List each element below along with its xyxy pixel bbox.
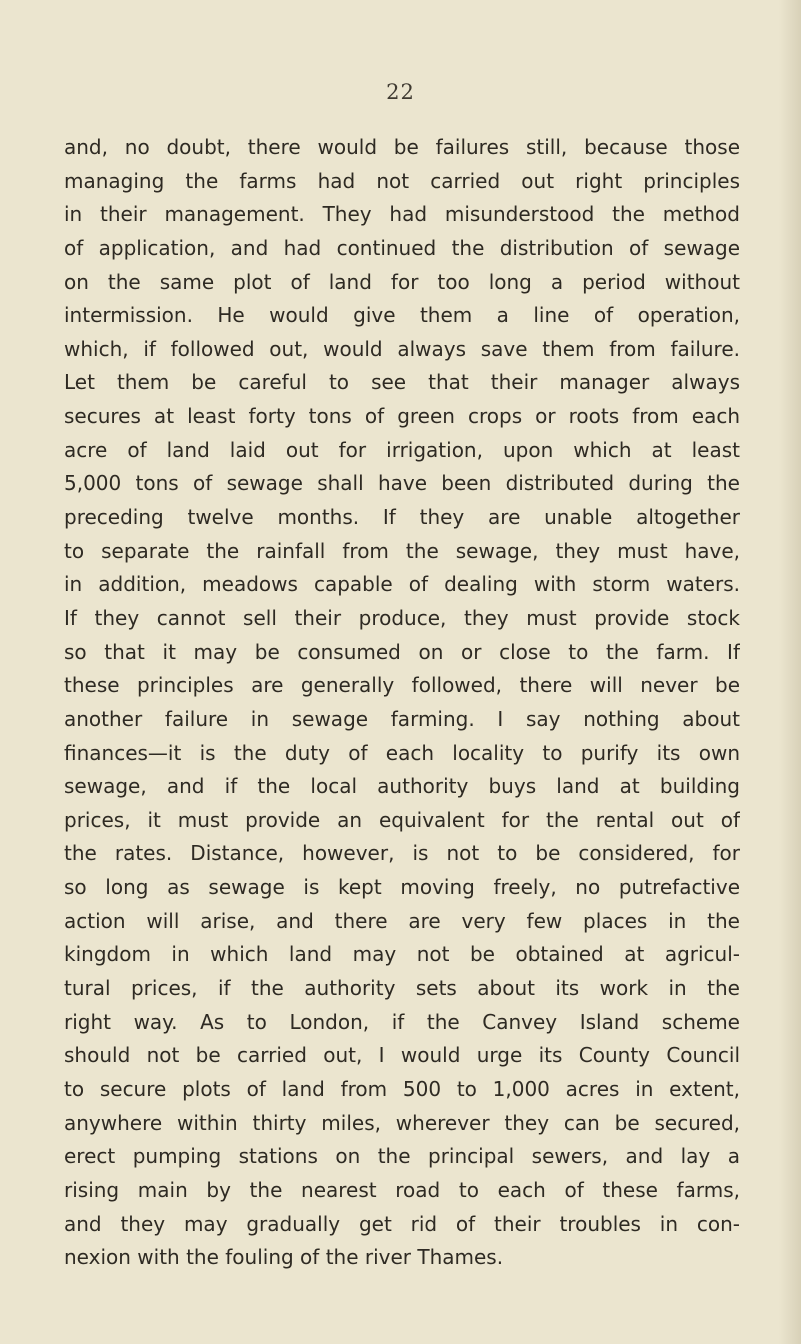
- text-line: to secure plots of land from 500 to 1,000 acres in extent,: [64, 1076, 740, 1101]
- text-line: in their management. They had misunderstood the method: [64, 202, 740, 227]
- text-line: tural prices, if the authority sets about its work in the: [64, 976, 740, 1001]
- page-number: 22: [386, 80, 415, 104]
- text-line: of application, and had continued the distribution of sewage: [64, 235, 740, 260]
- page-edge-shadow: [779, 0, 801, 1344]
- text-line: kingdom in which land may not be obtained at agricul-: [64, 942, 740, 967]
- text-line: the rates. Distance, however, is not to be considered, for: [64, 841, 740, 866]
- text-line: on the same plot of land for too long a period without: [64, 269, 740, 294]
- body-paragraph: [64, 131, 740, 1275]
- text-line-last: nexion with the fouling of the river Thames.: [64, 1245, 504, 1270]
- text-line: which, if followed out, would always save them from failure.: [64, 336, 740, 361]
- text-line: intermission. He would give them a line of operation,: [64, 303, 740, 328]
- text-line: Let them be careful to see that their manager always: [64, 370, 740, 395]
- text-line: so long as sewage is kept moving freely, no putrefactive: [64, 875, 740, 900]
- text-line: preceding twelve months. If they are unable altogether: [64, 505, 740, 530]
- text-line: action will arise, and there are very few places in the: [64, 908, 740, 933]
- text-line: rising main by the nearest road to each of these farms,: [64, 1177, 740, 1202]
- text-line: anywhere within thirty miles, wherever they can be secured,: [64, 1110, 740, 1135]
- text-line: another failure in sewage farming. I say nothing about: [64, 706, 740, 731]
- text-line: should not be carried out, I would urge its County Council: [64, 1043, 740, 1068]
- text-line: finances—it is the duty of each locality to purify its own: [64, 740, 740, 765]
- text-line: to separate the rainfall from the sewage, they must have,: [64, 538, 740, 563]
- text-line: prices, it must provide an equivalent for the rental out of: [64, 807, 740, 832]
- text-line: and, no doubt, there would be failures still, because those: [64, 135, 740, 159]
- text-line: so that it may be consumed on or close to the farm. If: [64, 639, 740, 664]
- text-line: right way. As to London, if the Canvey Island scheme: [64, 1009, 740, 1034]
- text-line: 5,000 tons of sewage shall have been distributed during the: [64, 471, 740, 496]
- text-line: If they cannot sell their produce, they must provide stock: [64, 605, 740, 630]
- text-line: and they may gradually get rid of their troubles in con-: [64, 1211, 740, 1236]
- text-line: secures at least forty tons of green crops or roots from each: [64, 404, 740, 429]
- text-line: these principles are generally followed, there will never be: [64, 673, 740, 698]
- text-line: erect pumping stations on the principal sewers, and lay a: [64, 1144, 740, 1169]
- text-line: managing the farms had not carried out right principles: [64, 168, 740, 193]
- text-line: acre of land laid out for irrigation, upon which at least: [64, 437, 740, 462]
- text-line: in addition, meadows capable of dealing with storm waters.: [64, 572, 740, 597]
- text-line: sewage, and if the local authority buys land at building: [64, 774, 740, 799]
